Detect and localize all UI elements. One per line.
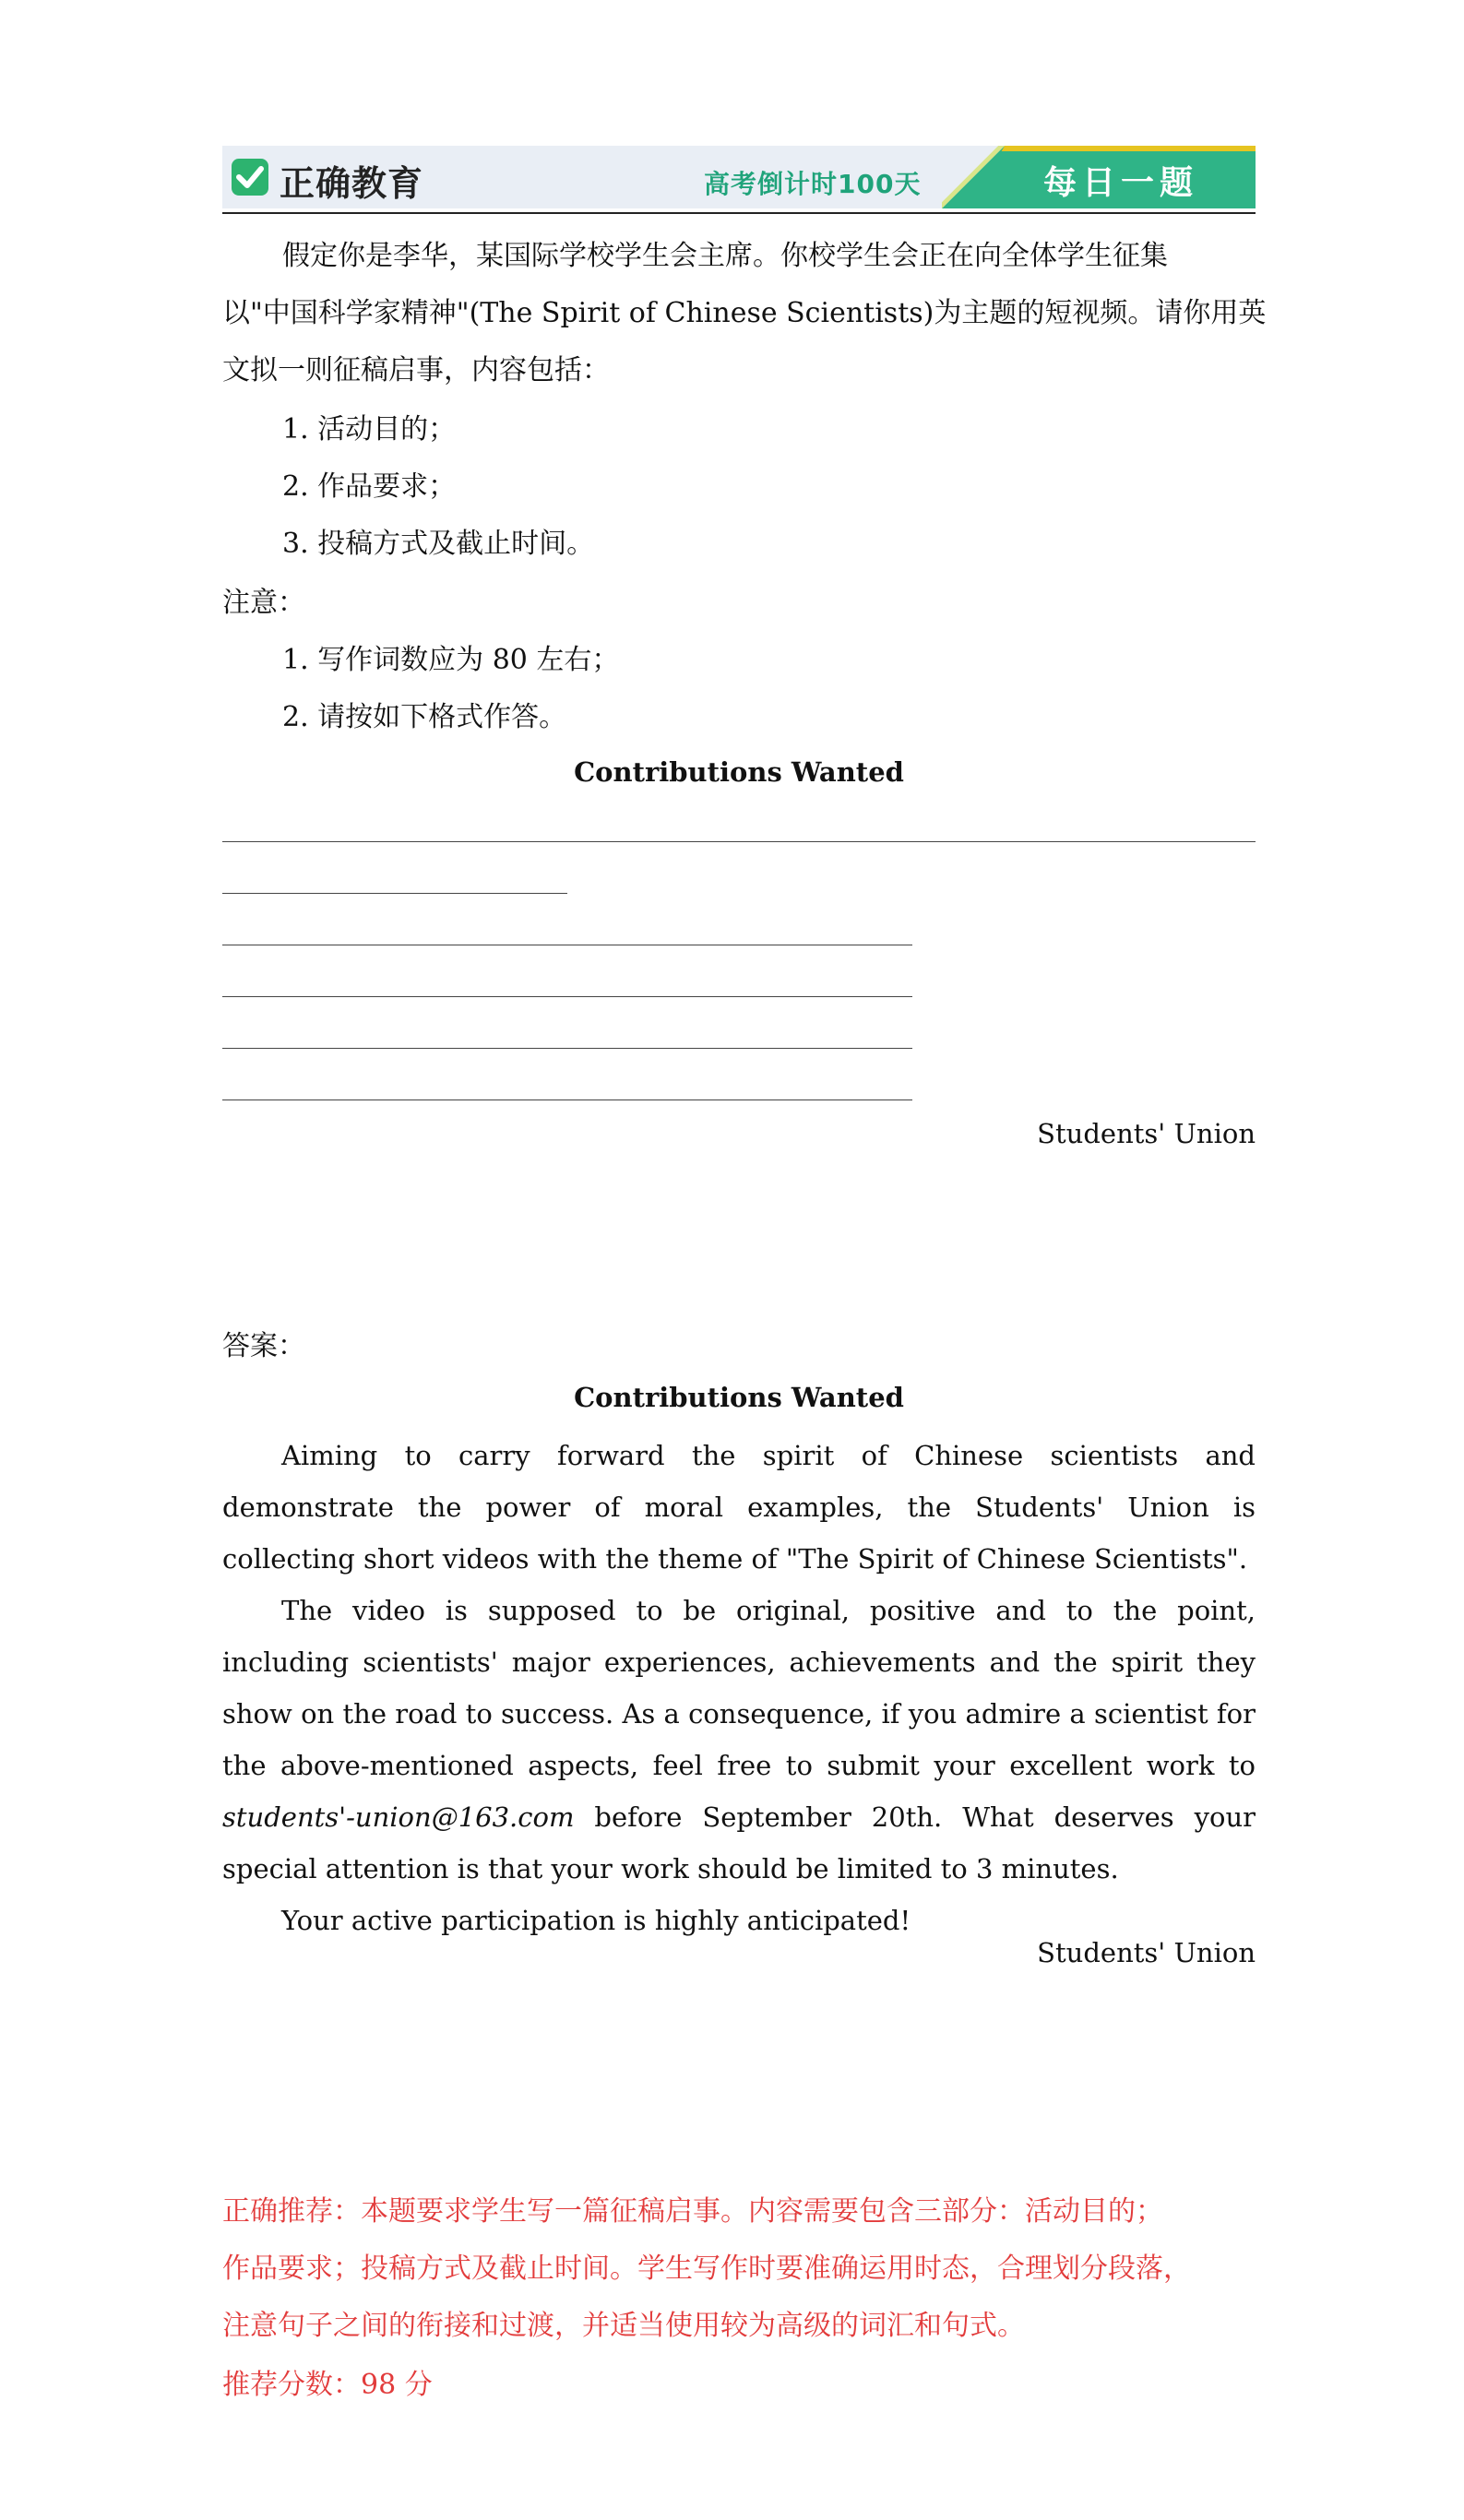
submission-email: students'-union@163.com [222, 1801, 575, 1833]
answer-line [222, 996, 912, 997]
recommended-score: 推荐分数：98 分 [222, 2369, 433, 2401]
answer-label: 答案： [222, 1330, 305, 1362]
prompt-item: 3. 投稿方式及截止时间。 [282, 528, 595, 560]
prompt-item: 2. 作品要求； [282, 470, 457, 503]
answer-signature: Students' Union [1037, 1937, 1256, 1968]
prompt-item: 1. 活动目的； [282, 413, 457, 446]
recommendation-line-2: 作品要求；投稿方式及截止时间。学生写作时要准确运用时态，合理划分段落， [222, 2253, 1191, 2285]
answer-title: Contributions Wanted [574, 1382, 904, 1413]
brand-name: 正确教育 [280, 163, 424, 204]
daily-question-tag: 每日一题 [1043, 164, 1199, 202]
recommendation-line-3: 注意句子之间的衔接和过渡，并适当使用较为高级的词汇和句式。 [222, 2310, 1025, 2342]
answer-paragraph-3: Your active participation is highly anticipated! [281, 1905, 911, 1936]
answer-paragraph-2-text: The video is supposed to be original, positive and to the point, including scientists' major experiences, achievements and the spirit they show on the road to success. As a consequence, if you admire a scientist for the above-mentioned aspects, feel free to submit your excellent work to [222, 1595, 1256, 1781]
answer-line [222, 1048, 912, 1049]
note-item: 2. 请按如下格式作答。 [282, 701, 567, 733]
answer-line [222, 841, 1256, 842]
countdown-text: 高考倒计时100天 [704, 169, 922, 199]
header-rule [222, 212, 1256, 214]
answer-paragraph-2-text-end: before September 20th. What deserves your special attention is that your work should be limited to 3 minutes. [222, 1801, 1256, 1884]
answer-paragraph-2 [222, 1585, 1256, 1895]
recommendation-line-1: 正确推荐：本题要求学生写一篇征稿启事。内容需要包含三部分：活动目的； [222, 2195, 1163, 2228]
answer-body [222, 1430, 1256, 1946]
answer-line [222, 893, 567, 894]
tag-accent-stripe [942, 146, 1256, 151]
header-banner [222, 146, 1256, 208]
prompt-intro-line-2: 以"中国科学家精神"(The Spirit of Chinese Scientists)为主题的短视频。请你用英 [222, 297, 1267, 329]
note-label: 注意： [222, 587, 305, 619]
template-title: Contributions Wanted [574, 756, 904, 788]
prompt-intro-line-3: 文拟一则征稿启事，内容包括： [222, 354, 610, 386]
prompt-intro-line-1: 假定你是李华，某国际学校学生会主席。你校学生会正在向全体学生征集 [282, 240, 1168, 272]
note-item: 1. 写作词数应为 80 左右； [282, 644, 620, 676]
answer-paragraph-1: Aiming to carry forward the spirit of Chinese scientists and demonstrate the power of moral examples, the Students' Union is collecting short videos with the theme of "The Spirit of Chinese Scientists". [222, 1440, 1256, 1575]
check-logo-icon [232, 159, 268, 196]
template-signature: Students' Union [1037, 1118, 1256, 1149]
